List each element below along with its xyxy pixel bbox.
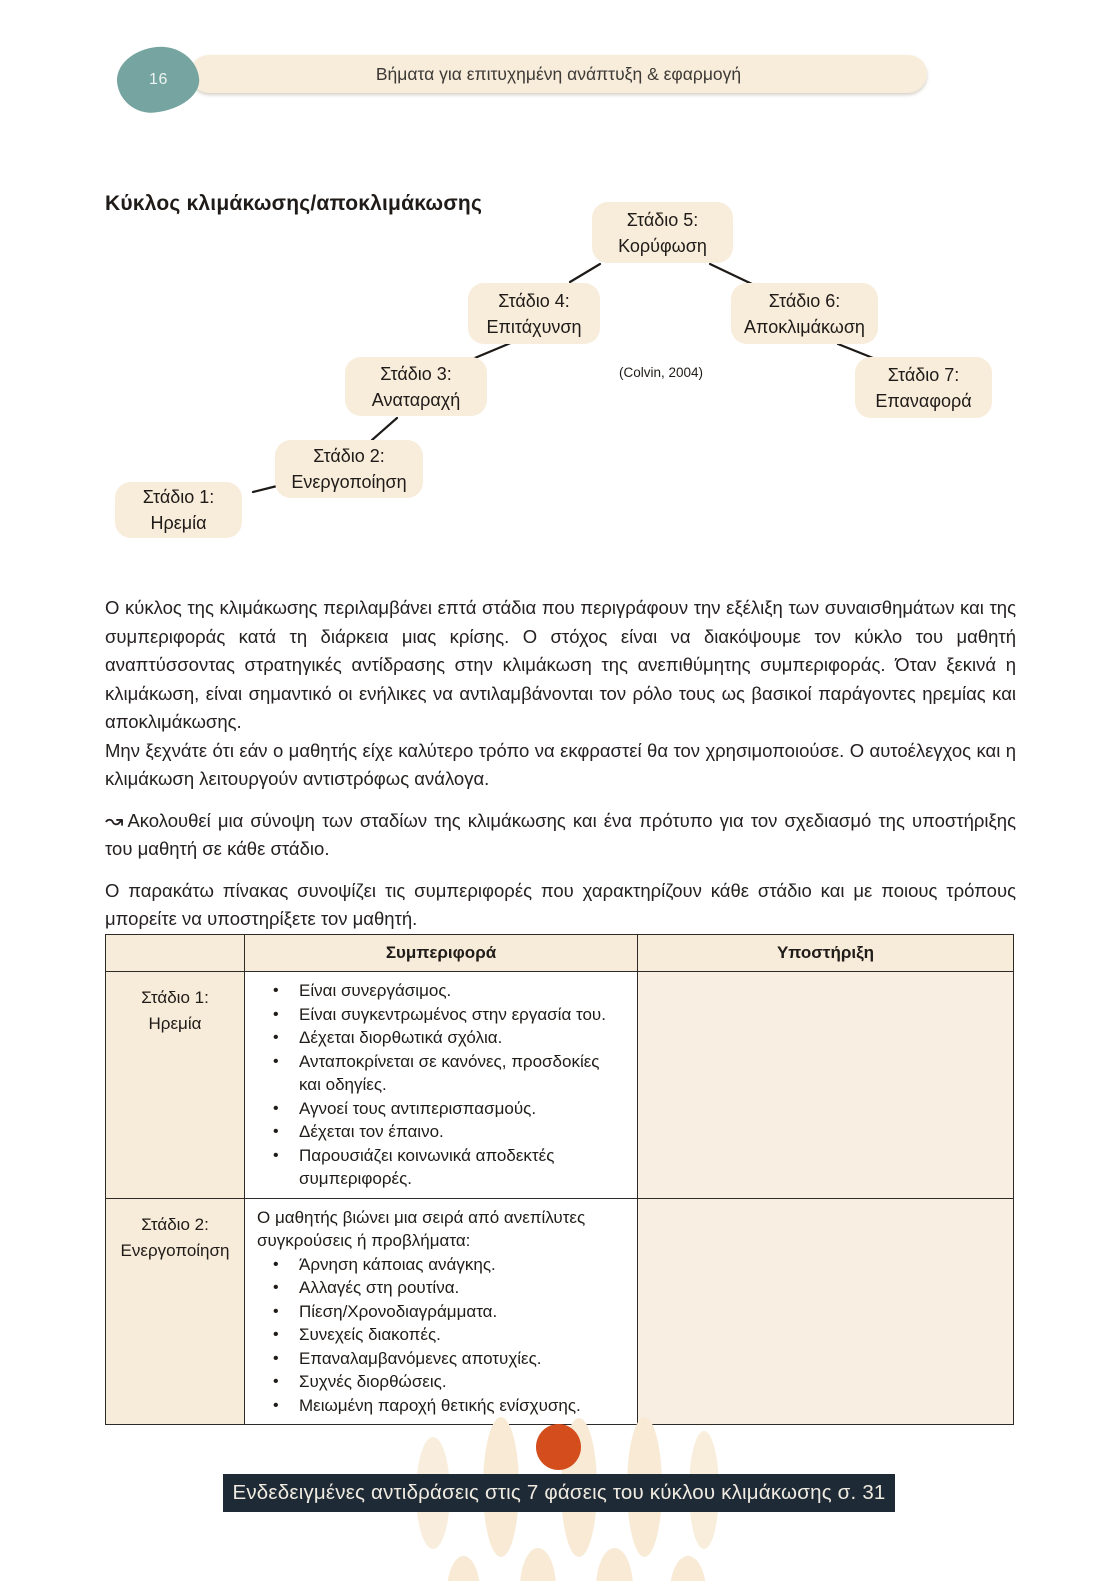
header-behavior: Συμπεριφορά — [245, 935, 638, 972]
stage-box-6 — [731, 283, 878, 344]
stage-2-bullet-list — [257, 1253, 625, 1418]
behavior-support-table — [105, 934, 1014, 1425]
stage-6-name: Αποκλιμάκωση — [744, 316, 865, 337]
paragraph-2: Μην ξεχνάτε ότι εάν ο μαθητής είχε καλύτερο τρόπο να εκφραστεί θα τον χρησιμοποιούσε. Ο αυτοέλεγχος και η κλιμάκωση λειτουργούν αντιστρόφως ανάλογα. — [105, 739, 1016, 789]
stage-box-4 — [468, 283, 600, 344]
stage-5-label: Στάδιο 5: — [626, 209, 699, 230]
stage-1-support-cell — [638, 972, 1014, 1199]
stage-2-label: Στάδιο 2: — [313, 446, 385, 466]
list-item: • Πίεση/Χρονοδιαγράμματα. — [257, 1300, 625, 1324]
stage-1-cell — [106, 972, 245, 1199]
stage-7-label: Στάδιο 7: — [887, 364, 960, 385]
footer-banner: Ενδεδειγμένες αντιδράσεις στις 7 φάσεις του κύκλου κλιμάκωσης σ. 31 — [223, 1474, 895, 1512]
stage-1-label: Στάδιο 1: — [142, 487, 215, 507]
page-number: 16 — [148, 70, 168, 88]
stage-3-label: Στάδιο 3: — [380, 363, 452, 384]
stage-box-2 — [275, 440, 423, 498]
stage-1-cell-name: Ηρεμία — [148, 1014, 202, 1033]
section-title: Κύκλος κλιμάκωσης/αποκλιμάκωσης — [105, 192, 483, 215]
stage-box-7 — [855, 357, 992, 418]
table-row — [106, 972, 1014, 1199]
stage-6-label: Στάδιο 6: — [768, 290, 841, 311]
stage-7-name: Επαναφορά — [875, 390, 972, 411]
stage-2-intro: Ο μαθητής βιώνει μια σειρά από ανεπίλυτες συγκρούσεις ή προβλήματα: — [257, 1207, 586, 1250]
stage-1-bullet-list — [257, 979, 625, 1191]
header-support: Υποστήριξη — [638, 935, 1014, 972]
list-item: • Είναι συνεργάσιμος. — [257, 979, 625, 1003]
stage-4-name: Επιτάχυνση — [486, 316, 582, 337]
list-item: • Αλλαγές στη ρουτίνα. — [257, 1276, 625, 1300]
stage-2-cell-label: Στάδιο 2: — [141, 1214, 209, 1234]
header-stage — [106, 935, 245, 972]
stage-1-behavior-cell — [245, 972, 638, 1199]
list-item: • Ανταποκρίνεται σε κανόνες, προσδοκίες και οδηγίες. — [257, 1050, 625, 1097]
list-item: • Αγνοεί τους αντιπερισπασμούς. — [257, 1097, 625, 1121]
stage-2-name: Ενεργοποίηση — [291, 472, 407, 492]
stage-box-3 — [345, 357, 487, 416]
paragraph-4: Ο παρακάτω πίνακας συνοψίζει τις συμπεριφορές που χαρακτηρίζουν κάθε στάδιο και με ποιους τρόπους μπορείτε να υποστηρίξετε τον μαθητή. — [105, 879, 1016, 929]
wave-arrow-icon: ↝ — [105, 807, 124, 833]
stage-4-label: Στάδιο 4: — [498, 290, 570, 311]
list-item: • Συχνές διορθώσεις. — [257, 1370, 625, 1394]
list-item: • Συνεχείς διακοπές. — [257, 1323, 625, 1347]
list-item: • Δέχεται διορθωτικά σχόλια. — [257, 1026, 625, 1050]
stage-1-name: Ηρεμία — [150, 513, 207, 533]
stage-box-1 — [115, 482, 242, 538]
list-item: • Είναι συγκεντρωμένος στην εργασία του. — [257, 1003, 625, 1027]
list-item: • Άρνηση κάποιας ανάγκης. — [257, 1253, 625, 1277]
table-header-row — [106, 935, 1014, 972]
stage-2-behavior-cell — [245, 1198, 638, 1425]
stage-1-cell-label: Στάδιο 1: — [141, 988, 209, 1007]
decorative-oval — [520, 1548, 556, 1581]
page-number-badge — [114, 43, 202, 116]
stage-3-name: Αναταραχή — [371, 389, 461, 410]
stage-box-5 — [592, 202, 733, 263]
stage-2-cell — [106, 1198, 245, 1425]
list-item: • Παρουσιάζει κοινωνικά αποδεκτές συμπεριφορές. — [257, 1144, 625, 1191]
stage-2-cell-name: Ενεργοποίηση — [120, 1240, 230, 1260]
header-title: Βήματα για επιτυχημένη ανάπτυξη & εφαρμογή — [375, 64, 742, 84]
list-item: • Δέχεται τον έπαινο. — [257, 1120, 625, 1144]
body-text — [105, 594, 1016, 934]
header-title-bar — [190, 55, 927, 93]
paragraph-3 — [105, 807, 1016, 864]
stage-5-name: Κορύφωση — [618, 235, 707, 256]
orange-dot-icon — [536, 1424, 581, 1470]
paragraph-3-text: Ακολουθεί μια σύνοψη των σταδίων της κλιμάκωσης και ένα πρότυπο για τον σχεδιασμό της υποστήριξης του μαθητή σε κάθε στάδιο. — [105, 809, 1016, 859]
table-row — [106, 1198, 1014, 1425]
decorative-oval — [670, 1556, 706, 1581]
list-item: • Μειωμένη παροχή θετικής ενίσχυσης. — [257, 1394, 625, 1418]
paragraph-1: Ο κύκλος της κλιμάκωσης περιλαμβάνει επτά στάδια που περιγράφουν την εξέλιξη των συναισθημάτων και της συμπεριφοράς κατά τη διάρκεια μιας κρίσης. Ο στόχος είναι να διακόψουμε τον κύκλο του μαθητή αναπτύσσοντας στρατηγικές αντίδρασης στην κλιμάκωση της ανεπιθύμητης συμπεριφοράς. Όταν ξεκινά η κλιμάκωση, είναι σημαντικό οι ενήλικες να αντιλαμβάνονται τον ρόλο τους ως βασικοί παράγοντες ηρεμίας και αποκλιμάκωσης. — [105, 597, 1016, 732]
decorative-oval — [447, 1556, 480, 1581]
stage-2-support-cell — [638, 1198, 1014, 1425]
list-item: • Επαναλαμβανόμενες αποτυχίες. — [257, 1347, 625, 1371]
escalation-cycle-diagram — [0, 190, 1118, 562]
citation: (Colvin, 2004) — [619, 365, 704, 380]
decorative-oval — [596, 1548, 633, 1581]
